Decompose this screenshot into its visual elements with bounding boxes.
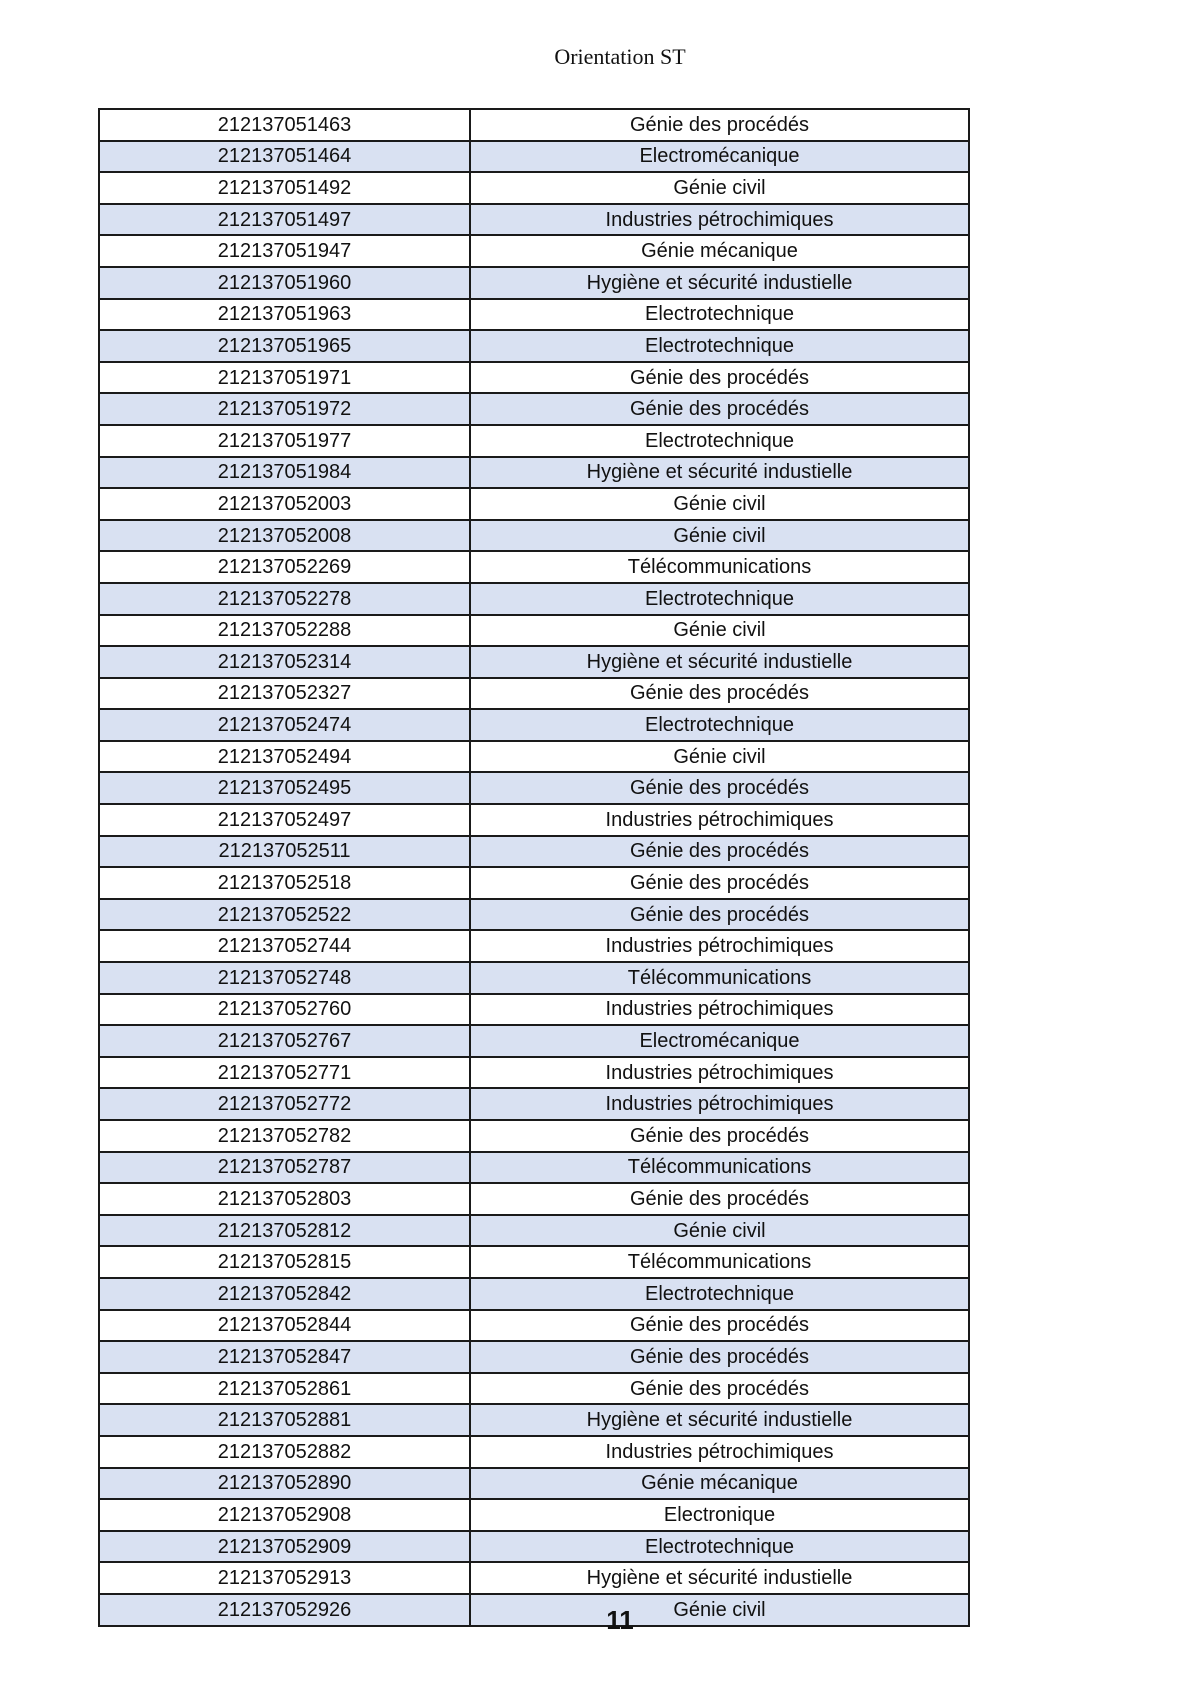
student-id-cell: 212137052744 xyxy=(99,930,470,962)
student-id-cell: 212137052474 xyxy=(99,709,470,741)
student-id-cell: 212137052278 xyxy=(99,583,470,615)
speciality-cell: Hygiène et sécurité industielle xyxy=(470,1404,969,1436)
speciality-cell: Télécommunications xyxy=(470,962,969,994)
student-id-cell: 212137052494 xyxy=(99,741,470,773)
speciality-cell: Industries pétrochimiques xyxy=(470,804,969,836)
speciality-cell: Génie des procédés xyxy=(470,836,969,868)
speciality-cell: Génie civil xyxy=(470,172,969,204)
student-id-cell: 212137051492 xyxy=(99,172,470,204)
table-row xyxy=(99,1310,969,1342)
student-id-cell: 212137051464 xyxy=(99,141,470,173)
speciality-cell: Electrotechnique xyxy=(470,330,969,362)
student-id-cell: 212137052518 xyxy=(99,867,470,899)
table-row xyxy=(99,1499,969,1531)
speciality-cell: Génie civil xyxy=(470,520,969,552)
table-row xyxy=(99,1088,969,1120)
table-row xyxy=(99,678,969,710)
table-row xyxy=(99,1183,969,1215)
speciality-cell: Génie des procédés xyxy=(470,1183,969,1215)
student-id-cell: 212137052772 xyxy=(99,1088,470,1120)
speciality-cell: Industries pétrochimiques xyxy=(470,994,969,1026)
table-row xyxy=(99,488,969,520)
speciality-cell: Industries pétrochimiques xyxy=(470,1436,969,1468)
speciality-cell: Génie des procédés xyxy=(470,1120,969,1152)
speciality-cell: Hygiène et sécurité industielle xyxy=(470,457,969,489)
table-row xyxy=(99,867,969,899)
student-id-cell: 212137052495 xyxy=(99,772,470,804)
speciality-cell: Electromécanique xyxy=(470,1025,969,1057)
table-row xyxy=(99,1373,969,1405)
table-row xyxy=(99,267,969,299)
speciality-cell: Génie des procédés xyxy=(470,1341,969,1373)
student-id-cell: 212137052511 xyxy=(99,836,470,868)
table-row xyxy=(99,393,969,425)
table-row xyxy=(99,1246,969,1278)
student-id-cell: 212137052882 xyxy=(99,1436,470,1468)
student-id-cell: 212137052890 xyxy=(99,1468,470,1500)
speciality-cell: Industries pétrochimiques xyxy=(470,1057,969,1089)
table-row xyxy=(99,930,969,962)
student-id-cell: 212137052787 xyxy=(99,1152,470,1184)
student-id-cell: 212137052803 xyxy=(99,1183,470,1215)
table-row xyxy=(99,1436,969,1468)
student-id-cell: 212137052782 xyxy=(99,1120,470,1152)
table-row xyxy=(99,141,969,173)
speciality-cell: Génie civil xyxy=(470,615,969,647)
speciality-cell: Electrotechnique xyxy=(470,709,969,741)
table-row xyxy=(99,1215,969,1247)
student-id-cell: 212137051977 xyxy=(99,425,470,457)
table-row xyxy=(99,362,969,394)
table-row xyxy=(99,330,969,362)
student-id-cell: 212137051947 xyxy=(99,235,470,267)
student-id-cell: 212137052847 xyxy=(99,1341,470,1373)
student-id-cell: 212137052812 xyxy=(99,1215,470,1247)
table-row xyxy=(99,457,969,489)
student-id-cell: 212137052908 xyxy=(99,1499,470,1531)
table-row xyxy=(99,425,969,457)
speciality-cell: Industries pétrochimiques xyxy=(470,930,969,962)
table-row xyxy=(99,646,969,678)
student-id-cell: 212137051463 xyxy=(99,109,470,141)
table-row xyxy=(99,109,969,141)
student-id-cell: 212137052909 xyxy=(99,1531,470,1563)
student-id-cell: 212137052815 xyxy=(99,1246,470,1278)
speciality-cell: Electrotechnique xyxy=(470,425,969,457)
speciality-cell: Electromécanique xyxy=(470,141,969,173)
student-id-cell: 212137052269 xyxy=(99,551,470,583)
table-row xyxy=(99,804,969,836)
table-row xyxy=(99,1404,969,1436)
speciality-cell: Génie des procédés xyxy=(470,899,969,931)
student-id-cell: 212137052497 xyxy=(99,804,470,836)
student-id-cell: 212137052327 xyxy=(99,678,470,710)
speciality-cell: Electrotechnique xyxy=(470,1531,969,1563)
table-row xyxy=(99,583,969,615)
table-row xyxy=(99,741,969,773)
table-row xyxy=(99,235,969,267)
speciality-cell: Génie des procédés xyxy=(470,1373,969,1405)
table-row xyxy=(99,994,969,1026)
table-row xyxy=(99,1341,969,1373)
table-row xyxy=(99,709,969,741)
table-row xyxy=(99,299,969,331)
student-id-cell: 212137052842 xyxy=(99,1278,470,1310)
speciality-cell: Télécommunications xyxy=(470,1152,969,1184)
speciality-cell: Génie des procédés xyxy=(470,1310,969,1342)
student-id-cell: 212137052008 xyxy=(99,520,470,552)
table-row xyxy=(99,1278,969,1310)
student-id-cell: 212137052003 xyxy=(99,488,470,520)
speciality-cell: Génie civil xyxy=(470,488,969,520)
table-row xyxy=(99,772,969,804)
student-id-cell: 212137052288 xyxy=(99,615,470,647)
speciality-cell: Génie des procédés xyxy=(470,362,969,394)
student-id-cell: 212137052767 xyxy=(99,1025,470,1057)
speciality-cell: Industries pétrochimiques xyxy=(470,1088,969,1120)
student-id-cell: 212137051960 xyxy=(99,267,470,299)
student-id-cell: 212137052844 xyxy=(99,1310,470,1342)
table-row xyxy=(99,520,969,552)
speciality-cell: Génie mécanique xyxy=(470,1468,969,1500)
table-row xyxy=(99,899,969,931)
table-body xyxy=(99,109,969,1626)
speciality-cell: Génie civil xyxy=(470,1594,969,1626)
speciality-cell: Electrotechnique xyxy=(470,1278,969,1310)
speciality-cell: Génie mécanique xyxy=(470,235,969,267)
student-id-cell: 212137052522 xyxy=(99,899,470,931)
speciality-cell: Génie civil xyxy=(470,741,969,773)
speciality-cell: Génie des procédés xyxy=(470,772,969,804)
speciality-cell: Hygiène et sécurité industielle xyxy=(470,646,969,678)
student-id-cell: 212137052926 xyxy=(99,1594,470,1626)
table-row xyxy=(99,1120,969,1152)
student-id-cell: 212137051963 xyxy=(99,299,470,331)
table-row xyxy=(99,836,969,868)
table-row xyxy=(99,1025,969,1057)
student-id-cell: 212137052760 xyxy=(99,994,470,1026)
student-id-cell: 212137052913 xyxy=(99,1562,470,1594)
speciality-cell: Télécommunications xyxy=(470,551,969,583)
table-row xyxy=(99,1531,969,1563)
table-row xyxy=(99,1468,969,1500)
table-row xyxy=(99,1562,969,1594)
table-row xyxy=(99,172,969,204)
table-row xyxy=(99,551,969,583)
student-id-cell: 212137051965 xyxy=(99,330,470,362)
student-id-cell: 212137051972 xyxy=(99,393,470,425)
table-row xyxy=(99,615,969,647)
table-row xyxy=(99,1152,969,1184)
orientation-table xyxy=(98,108,970,1627)
speciality-cell: Génie des procédés xyxy=(470,678,969,710)
student-id-cell: 212137052861 xyxy=(99,1373,470,1405)
speciality-cell: Electrotechnique xyxy=(470,583,969,615)
table-row xyxy=(99,962,969,994)
speciality-cell: Génie civil xyxy=(470,1215,969,1247)
student-id-cell: 212137051984 xyxy=(99,457,470,489)
table-row xyxy=(99,204,969,236)
speciality-cell: Génie des procédés xyxy=(470,867,969,899)
page-number: 11 xyxy=(606,1605,634,1635)
speciality-cell: Electronique xyxy=(470,1499,969,1531)
page-header-title: Orientation ST xyxy=(554,44,686,69)
student-id-cell: 212137052771 xyxy=(99,1057,470,1089)
speciality-cell: Hygiène et sécurité industielle xyxy=(470,1562,969,1594)
speciality-cell: Génie des procédés xyxy=(470,393,969,425)
student-id-cell: 212137051971 xyxy=(99,362,470,394)
table-row xyxy=(99,1057,969,1089)
speciality-cell: Génie des procédés xyxy=(470,109,969,141)
student-id-cell: 212137052881 xyxy=(99,1404,470,1436)
speciality-cell: Télécommunications xyxy=(470,1246,969,1278)
student-id-cell: 212137052314 xyxy=(99,646,470,678)
speciality-cell: Industries pétrochimiques xyxy=(470,204,969,236)
speciality-cell: Hygiène et sécurité industielle xyxy=(470,267,969,299)
student-id-cell: 212137052748 xyxy=(99,962,470,994)
speciality-cell: Electrotechnique xyxy=(470,299,969,331)
student-id-cell: 212137051497 xyxy=(99,204,470,236)
